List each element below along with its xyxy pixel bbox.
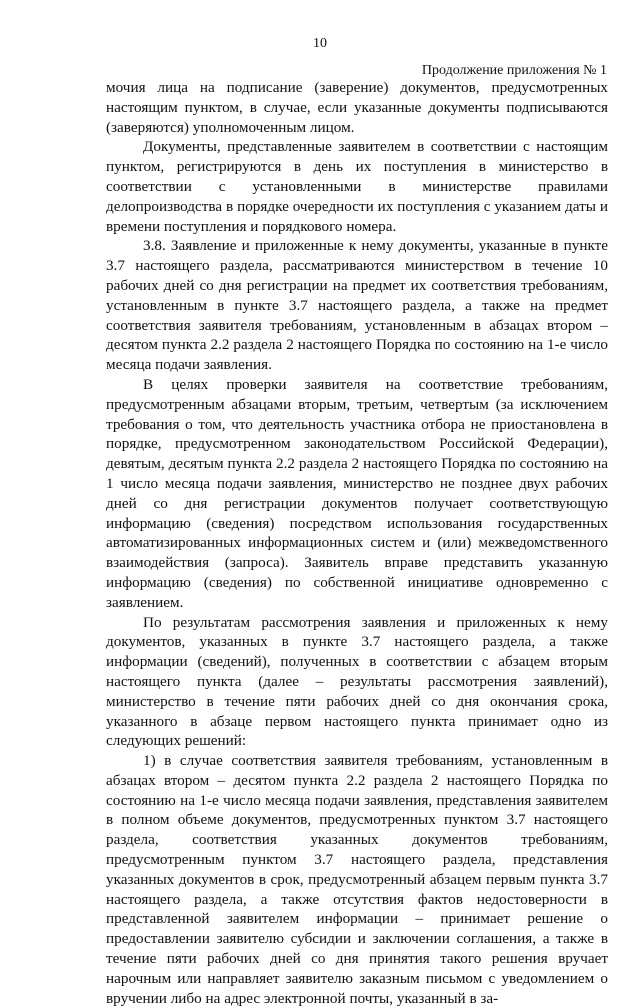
paragraph-decision-1: 1) в случае соответствия заявителя требованиям, установленным в абзацах втором – десятом пункта 2.2 раздела 2 настоящего Порядка по состоянию на 1-е число месяца подачи заявления, представления заявителем в полном объеме документов, предусмотренных пунктом 3.7 настоящего раздела, соответствия указанных документов требованиям, предусмотренным пунктом 3.7 настоящего раздела, представления указанных документов в срок, предусмотренный абзацем первым пункта 3.7 настоящего раздела, а также отсутствия фактов недостоверности в представленной заявителем информации – принимает решение о предоставлении заявителю субсидии и заключении соглашения, а также в течение пяти рабочих дней со дня принятия такого решения вручает нарочным или направляет заявителю заказным письмом с уведомлением о вручении либо на адрес электронной почты, указанный в за-	[106, 752, 608, 1007]
page-number: 10	[313, 36, 327, 51]
paragraph-review-results: По результатам рассмотрения заявления и приложенных к нему документов, указанных в пункте 3.7 настоящего раздела, а также информации (сведений), полученных в соответствии с абзацем вторым настоящего пункта (далее – результаты рассмотрения заявлений), министерство в течение пяти рабочих дней со дня окончания срока, указанного в абзаце первом настоящего пункта принимает одно из следующих решений:	[106, 613, 608, 750]
paragraph-registration: Документы, представленные заявителем в соответствии с настоящим пунктом, регистрируются в день их поступления в министерство в соответствии с установленными в министерстве правилами делопроизводства в порядке очередности их поступления с указанием даты и времени поступления и порядкового номера.	[106, 138, 608, 235]
paragraph-continuation: мочия лица на подписание (заверение) документов, предусмотренных настоящим пунктом, в случае, если указанные документы подписываются (заверяются) уполномоченным лицом.	[106, 79, 608, 136]
paragraph-verification: В целях проверки заявителя на соответствие требованиям, предусмотренным абзацами вторым, третьим, четвертым (за исключением требования о том, что деятельность участника отбора не приостановлена в порядке, предусмотренном законодательством Российской Федерации), девятым, десятым пункта 2.2 раздела 2 настоящего Порядка по состоянию на 1 число месяца подачи заявления, министерство не позднее двух рабочих дней со дня регистрации документов получает соответствующую информацию (сведения) посредством использования государственных автоматизированных информационных систем и (или) межведомственного взаимодействия (запроса). Заявитель вправе представить указанную информацию (сведения) по собственной инициативе одновременно с заявлением.	[106, 375, 608, 611]
appendix-continuation-label: Продолжение приложения № 1	[421, 63, 607, 78]
paragraph-3-8: 3.8. Заявление и приложенные к нему документы, указанные в пункте 3.7 настоящего раздела, рассматриваются министерством в течение 10 рабочих дней со дня регистрации на предмет их соответствия требованиям, установленным в пункте 3.7 настоящего раздела, а также на предмет соответствия заявителя требованиям, установленным в абзацах втором – десятом пункта 2.2 раздела 2 настоящего Порядка по состоянию на 1-е число месяца подачи заявления.	[106, 237, 608, 374]
document-body	[106, 78, 608, 1008]
